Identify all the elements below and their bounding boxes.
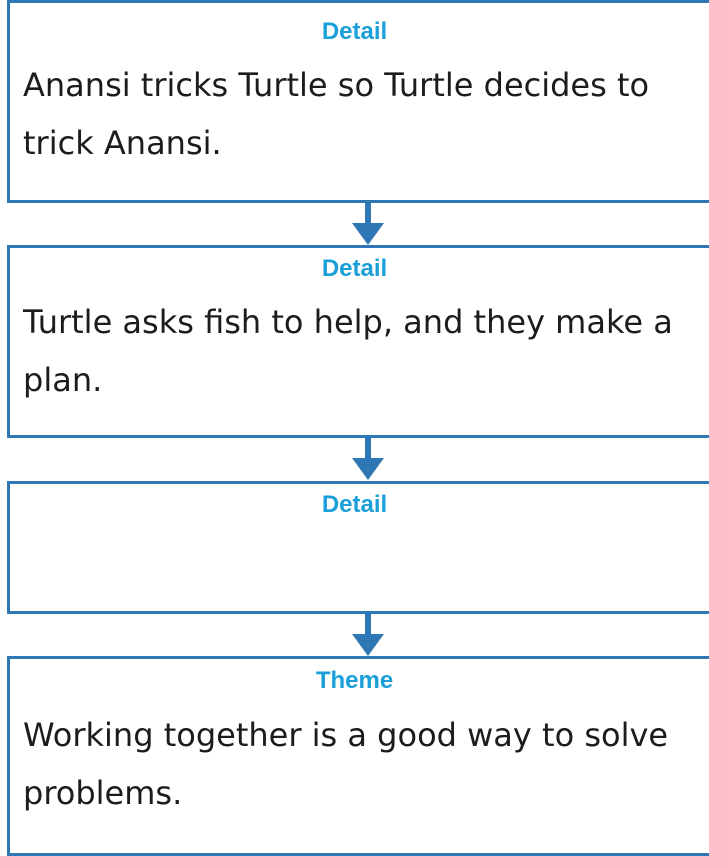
theme-box-text: Working together is a good way to solve problems. xyxy=(23,716,669,812)
theme-box-heading: Theme xyxy=(315,667,394,694)
detail-box-2-heading: Detail xyxy=(321,255,388,282)
detail-box-1-heading: Detail xyxy=(321,18,388,45)
down-arrow-icon xyxy=(348,201,388,247)
down-arrow-icon xyxy=(348,612,388,658)
detail-box-1-text: Anansi tricks Turtle so Turtle decides to trick Anansi. xyxy=(23,66,650,162)
down-arrow-icon xyxy=(348,436,388,482)
detail-box-3-heading: Detail xyxy=(321,491,388,518)
detail-box-2-text: Turtle asks fish to help, and they make a plan. xyxy=(23,303,673,399)
